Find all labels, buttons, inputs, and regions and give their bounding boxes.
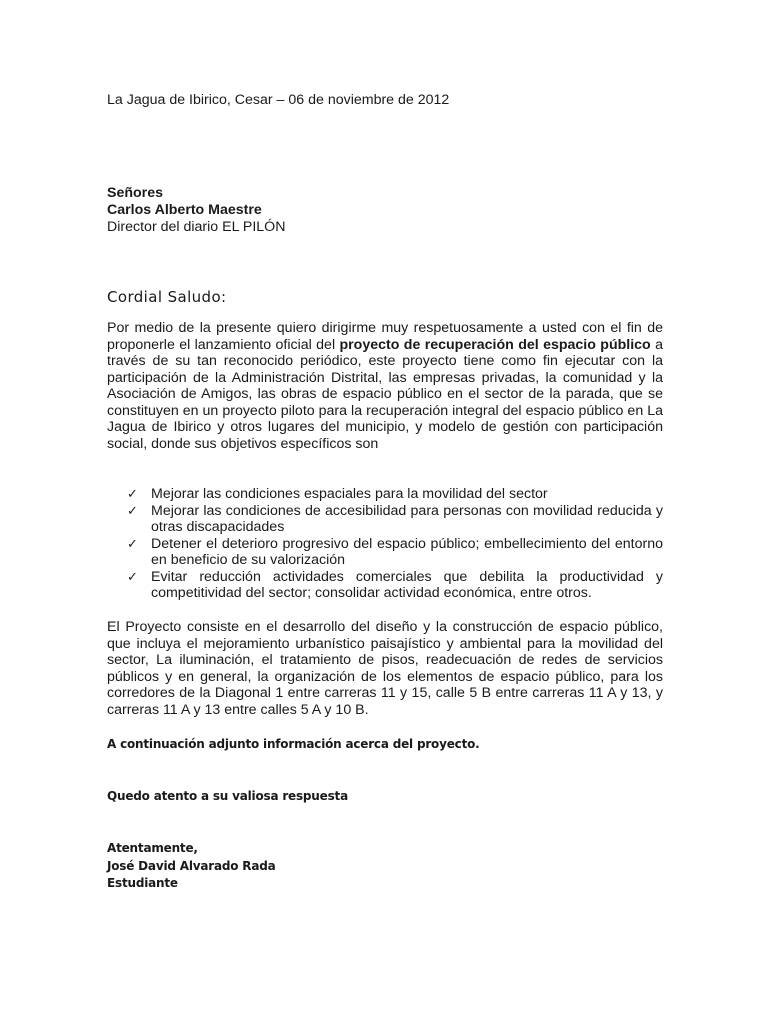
objective-text: Mejorar las condiciones de accesibilidad para personas con movilidad reducida y otras discapacidades [151, 502, 663, 535]
project-name-highlight: proyecto de recuperación del espacio público [339, 336, 651, 353]
intro-text-end: a través de su tan reconocido periódico, este proyecto tiene como fin ejecutar con la participación de la Administración Distrital, las empresas privadas, la comunidad y la Asociación de Amigos, las obras de espacio público en el sector de la parada, que se constituyen en un proyecto piloto para la recuperación integral del espacio público en La Jagua de Ibirico y otros lugares del municipio, y modelo de gestión con participación social, donde sus objetivos específicos son [107, 336, 664, 452]
objective-item [127, 486, 663, 503]
signature-block [107, 840, 276, 893]
signature-name: José David Alvarado Rada [107, 858, 276, 873]
objective-text: Detener el deterioro progresivo del espacio público; embellecimiento del entorno en beneficio de su valorización [151, 535, 663, 568]
intro-paragraph [107, 320, 663, 452]
intro-text-start: Por medio de la presente quiero dirigirme muy respetuosamente a usted con el fin de proponerle el lanzamiento oficial del [107, 320, 663, 353]
recipient-block [107, 185, 285, 236]
signature-closing: Atentamente, [107, 841, 198, 855]
objective-text: Mejorar las condiciones espaciales para la movilidad del sector [151, 486, 548, 502]
greeting: Cordial Saludo: [107, 288, 227, 306]
objectives-list [127, 486, 663, 602]
recipient-title: Director del diario EL PILÓN [107, 219, 286, 235]
dateline: La Jagua de Ibirico, Cesar – 06 de noviembre de 2012 [107, 92, 450, 108]
closing-note: Quedo atento a su valiosa respuesta [107, 789, 348, 803]
checkmark-icon: ✓ [127, 568, 138, 584]
attachment-note: A continuación adjunto información acerca del proyecto. [107, 737, 480, 751]
objective-item [127, 569, 663, 602]
project-paragraph: El Proyecto consiste en el desarrollo del diseño y la construcción de espacio público, que incluya el mejoramiento urbanístico paisajístico y ambiental para la movilidad del sector, La iluminación, el tratamiento de pisos, readecuación de redes de servicios públicos y en general, la organización de los elementos de espacio público, para los corredores de la Diagonal 1 entre carreras 11 y 15, calle 5 B entre carreras 11 A y 13, y carreras 11 A y 13 entre calles 5 A y 10 B. [107, 619, 663, 718]
recipient-salutation: Señores [107, 185, 163, 201]
checkmark-icon: ✓ [127, 535, 138, 551]
signature-role: Estudiante [107, 876, 178, 890]
checkmark-icon: ✓ [127, 486, 138, 501]
checkmark-icon: ✓ [127, 502, 138, 518]
objective-item [127, 536, 663, 569]
recipient-name: Carlos Alberto Maestre [107, 202, 262, 218]
objective-text: Evitar reducción actividades comerciales que debilita la productividad y competitividad del sector; consolidar actividad económica, entre otros. [151, 568, 663, 601]
objective-item [127, 503, 663, 536]
